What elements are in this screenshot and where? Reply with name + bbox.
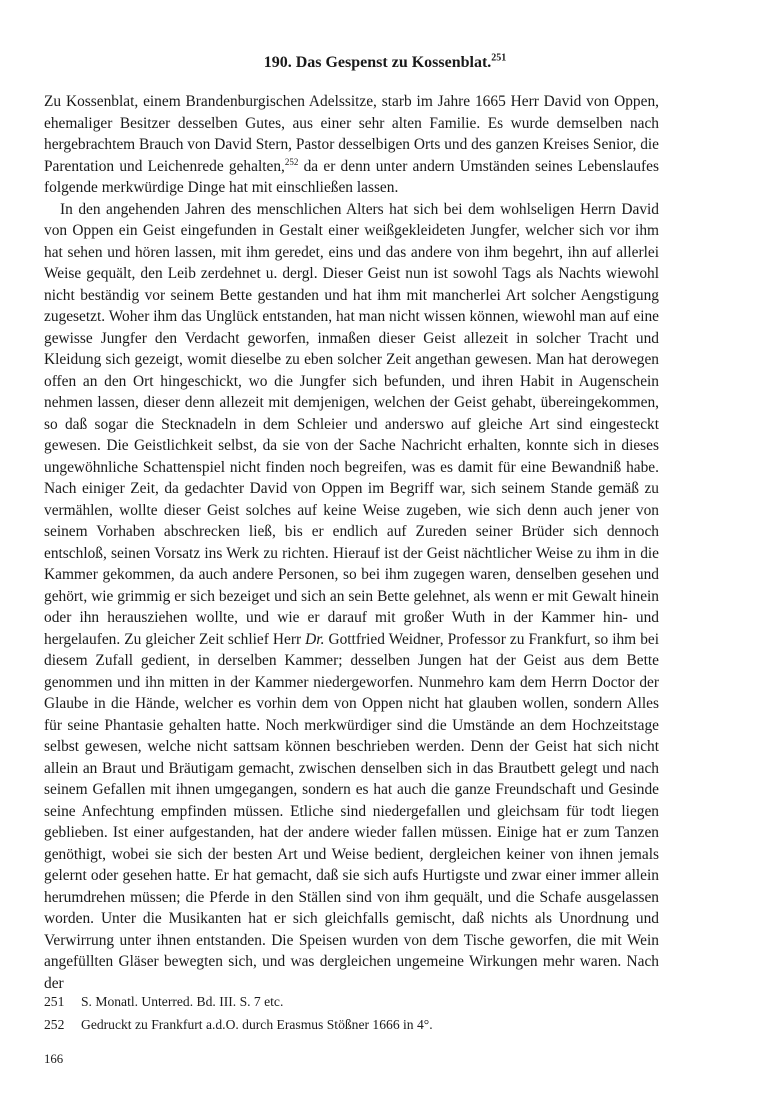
footnote-text: S. Monatl. Unterred. Bd. III. S. 7 etc. [81,994,284,1009]
paragraph-1 [44,91,659,199]
footnote-number: 251 [44,994,65,1009]
paragraph-1-text-a: Zu Kossenblat, einem Brandenburgischen Adelssitze, starb im Jahre 1665 Herr David von Oppen, ehemaliger Besitzer desselben Gutes, aus einer sehr alten Familie. Es wurde demselben nach hergebrachtem Brauch von David Stern, Pastor desselbigen Orts und des ganzen Kreises Senior, die Parentation und Leichenrede gehalten, [44,93,659,175]
paragraph-2-italic-title: Dr. [305,630,325,648]
page-number: 166 [44,1052,64,1066]
paragraph-1-text-b: da er denn unter andern Umständen seines Lebenslaufes folgende merkwürdige Dinge hat mit einschließen lassen. [44,157,659,196]
footnote-number: 252 [44,1017,65,1032]
paragraph-2-text-b: Gottfried Weidner, Professor zu Frankfurt, so ihm bei diesem Zufall gedient, in derselben Kammer; desselben Jungen hat der Geist aus dem Bette genommen und ihn mitten in der Kammer niedergeworfen. Nunmehro kam dem Herrn Doctor der Glaube in die Hände, welcher es vorhin dem von Oppen nicht hat glauben wollen, sondern Alles für seine Phantasie gehalten hatte. Noch merkwürdiger sind die Umstände an dem Hochzeitstage selbst gewesen, welche nicht sattsam können beschrieben werden. Denn der Geist hat sich nicht allein an Braut und Bräutigam gemacht, zwischen denselben sich in das Brautbett gelegt und nach seinem Gefallen mit ihnen umgegangen, sondern es hat auch die ganze Freundschaft und Gesinde seine Anfechtung empfinden müssen. Etliche sind niedergefallen und gleichsam für todt liegen geblieben. Ist einer aufgestanden, hat der andere wieder fallen müssen. Einige hat er zum Tanzen genöthigt, wobei sie sich der besten Art und Weise bedient, dergleichen keiner von ihnen jemals gelernt oder gesehen hatte. Er hat gemacht, daß sie sich aufs Hurtigste und zwar einer immer allein herumdrehen müssen; die Pferde in den Ställen sind von ihm gequält, und die Schafe ausgelassen worden. Unter die Musikanten hat er sich gleichfalls gemischt, daß nichts als Unordnung und Verwirrung unter ihnen entstanden. Die Speisen wurden von dem Tische geworfen, die mit Wein angefüllten Gläser bewegten sich, und was dergleichen ungemeine Wirkungen mehr waren. Nach der [44,630,660,992]
footnote-ref-251: 251 [491,52,507,64]
footnote-text: Gedruckt zu Frankfurt a.d.O. durch Erasmus Stößner 1666 in 4°. [81,1017,433,1032]
footnote-251 [44,990,659,1013]
paragraph-2 [44,199,659,995]
footnote-252 [44,1013,659,1036]
footnotes [44,990,659,1036]
story-title-text: 190. Das Gespenst zu Kossenblat. [263,54,492,71]
paragraph-2-text-a: In den angehenden Jahren des menschlichen Alters hat sich bei dem wohlseligen Herrn David von Oppen ein Geist eingefunden in Gestalt einer weißgekleideten Jungfer, welcher sich vor ihm hat sehen und hören lassen, mit ihm geredet, eins und das andere von ihm begehrt, ihn auf allerlei Weise gequält, den Leib zerdehnet u. dergl. Dieser Geist nun ist sowohl Tags als Nachts wiewohl nicht beständig vor seinem Bette gestanden und hat ihm mit mancherlei Art solcher Aengstigung zugesetzt. Woher ihm das Unglück entstanden, hat man nicht wissen können, wiewohl man auf eine gewisse Jungfer den Verdacht geworfen, inmaßen dieser Geist allezeit in solcher Tracht und Kleidung sich gezeigt, womit dieselbe zu eben solcher Zeit angethan gewesen. Man hat derowegen offen an den Ort hingeschickt, wo die Jungfer sich befunden, und ihren Habit in Augenschein nehmen lassen, dieser denn allezeit mit demjenigen, welchen der Geist gehabt, übereingekommen, so daß sogar die Stecknadeln in dem Schleier und anderswo auf gleiche Art sind eingesteckt gewesen. Die Geistlichkeit selbst, da sie von der Sache Nachricht erhalten, konnte sich in dieses ungewöhnliche Schattenspiel nicht finden noch begreifen, was es damit für eine Bewandniß habe. Nach einiger Zeit, da gedachter David von Oppen im Begriff war, sich seinem Stande gemäß zu vermählen, wollte dieser Geist solches auf keine Weise zugeben, wie sich denn auch jener von seinem Vorhaben abschrecken ließ, bis er endlich auf Zureden seiner Brüder sich dennoch entschloß, seinen Vorsatz ins Werk zu richten. Hierauf ist der Geist nächtlicher Weise zu ihm in die Kammer gekommen, da auch andere Personen, so bei ihm zugegen waren, denselben gesehen und gehört, wie grimmig er sich bezeiget und sich an sein Bette gelehnet, als wenn er mit Gewalt hinein oder ihn herausziehen wollte, und wie er darauf mit großer Wuth in der Kammer hin- und hergelaufen. Zu gleicher Zeit schlief Herr [44,200,659,648]
story-body [44,91,659,994]
footnote-ref-252: 252 [284,156,299,167]
story-title [0,54,770,72]
